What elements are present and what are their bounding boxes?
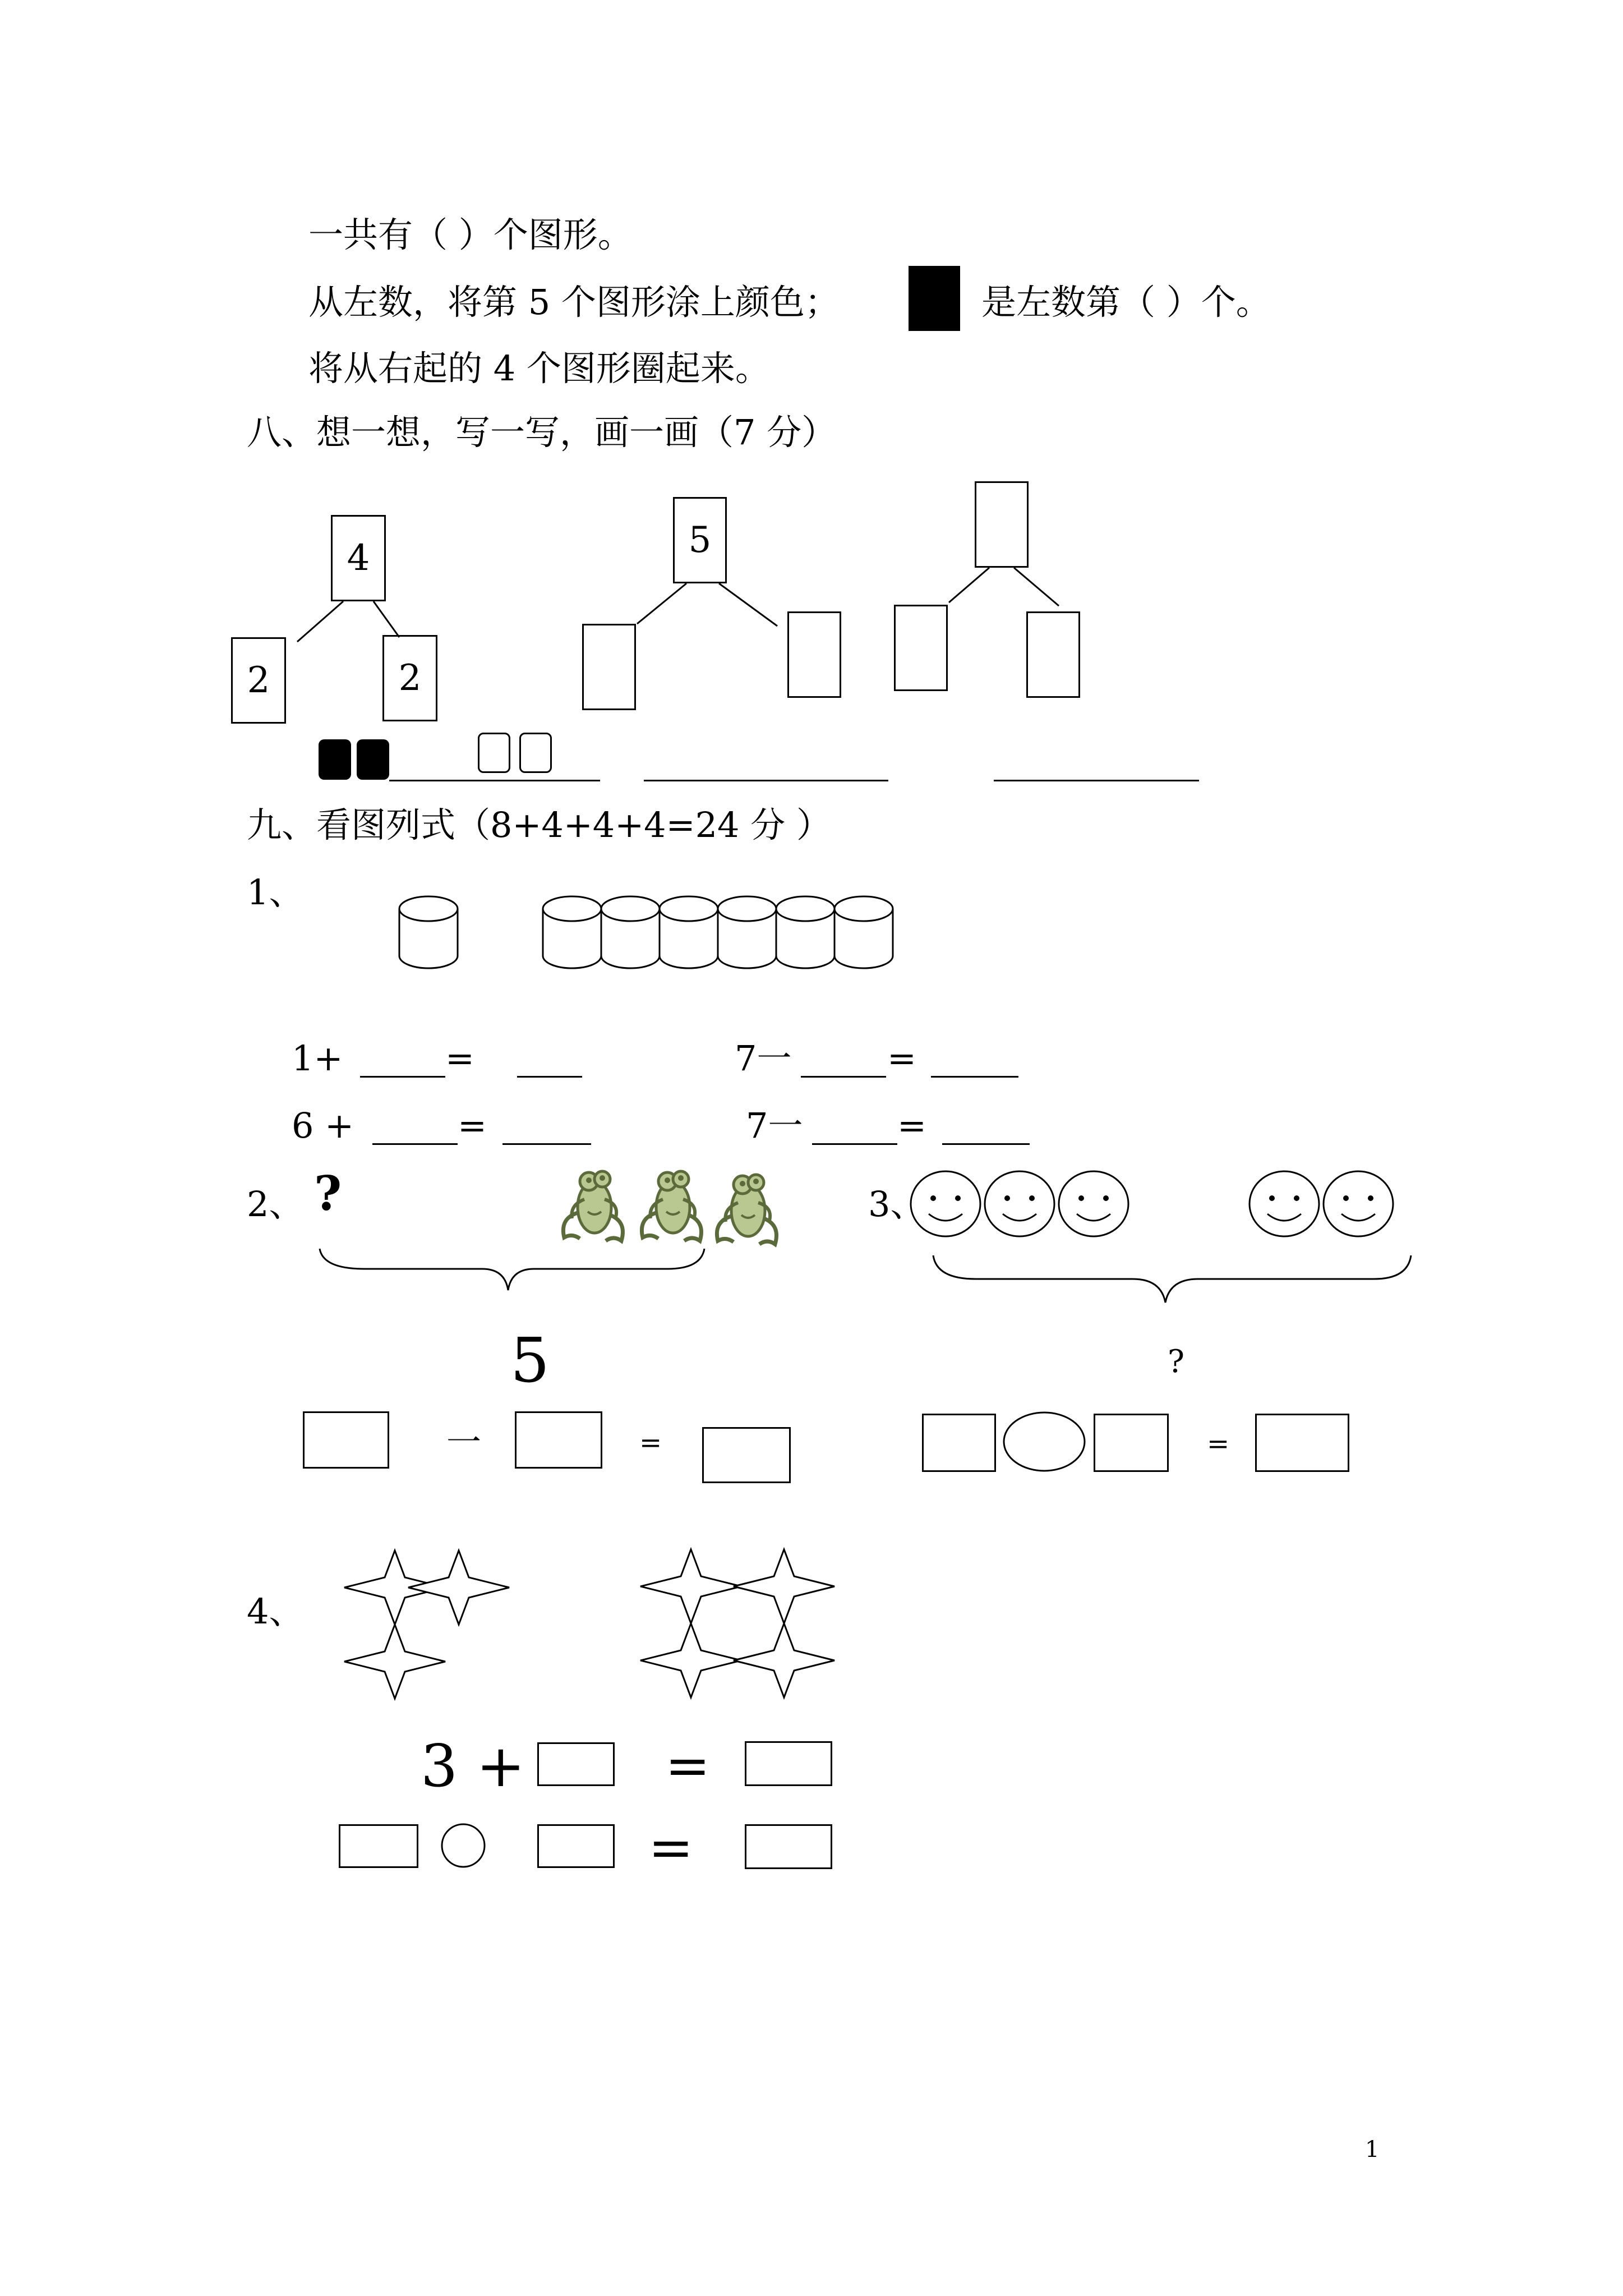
q2-question-mark: ? (314, 1166, 342, 1221)
smiley-face-icon (1249, 1171, 1319, 1236)
page-number: 1 (1365, 2137, 1380, 2162)
q4-eq1-box-1 (537, 1742, 615, 1786)
q1-eq4-start: 7一 (746, 1105, 803, 1146)
q4-eq1-equals: = (665, 1734, 711, 1797)
four-point-star-icon (640, 1549, 741, 1623)
section-8-heading: 八、想一想，写一写，画一画（7 分） (247, 412, 837, 453)
q3-answer-box-2 (1094, 1414, 1169, 1472)
q4-eq1-start: 3 + (421, 1732, 525, 1800)
four-point-star-icon (734, 1549, 834, 1623)
q4-eq1-box-2 (745, 1741, 832, 1786)
q1-eq1-equals: = (445, 1038, 474, 1079)
q1-eq3-start: 6 + (292, 1105, 354, 1146)
count-shapes-line: 一共有（ ）个图形。 (308, 214, 633, 255)
q3-label: 3、 (868, 1184, 925, 1225)
q1-eq2-equals: = (887, 1038, 916, 1079)
q2-brace (320, 1249, 704, 1290)
color-fifth-line: 从左数，将第 5 个图形涂上颜色； (308, 282, 840, 323)
frog-icon (717, 1175, 776, 1244)
tree1-top-box: 4 (331, 515, 386, 601)
q2-answer-box-2 (515, 1411, 602, 1469)
q2-label: 2、 (247, 1184, 304, 1225)
q2-answer-box-1 (303, 1411, 389, 1469)
q2-equals-sign: = (639, 1427, 662, 1458)
q1-eq1-start: 1+ (292, 1038, 343, 1079)
four-point-star-icon (344, 1625, 445, 1699)
q2-answer-box-3 (702, 1427, 791, 1483)
left-count-position-line: 是左数第（ ）个。 (981, 282, 1271, 323)
q2-minus-sign: 一 (446, 1421, 482, 1462)
q1-eq2-start: 7一 (735, 1038, 792, 1079)
q2-total-number: 5 (510, 1324, 550, 1396)
q3-equals-sign: = (1207, 1428, 1230, 1460)
frog-icon (642, 1171, 701, 1241)
q4-eq2-box-2 (537, 1824, 615, 1868)
circle-right-four-line: 将从右起的 4 个图形圈起来。 (308, 348, 770, 389)
tree2-top-box: 5 (673, 497, 727, 583)
q4-operator-circle (442, 1824, 485, 1867)
q3-operator-circle (1004, 1412, 1085, 1471)
four-point-star-icon (734, 1623, 834, 1697)
q4-eq2-equals: = (648, 1816, 694, 1879)
smiley-face-icon (1324, 1171, 1393, 1236)
q3-question-mark: ? (1168, 1343, 1185, 1380)
smiley-face-icon (1059, 1171, 1128, 1236)
tree1-left-box: 2 (231, 637, 286, 724)
four-point-star-icon (640, 1623, 741, 1697)
q1-label: 1、 (247, 872, 304, 913)
q3-answer-box-3 (1255, 1414, 1349, 1472)
q4-eq2-box-3 (745, 1824, 832, 1869)
section-9-heading: 九、看图列式（8+4+4+4=24 分 ） (247, 804, 831, 845)
q4-eq2-box-1 (339, 1824, 418, 1868)
q1-eq4-equals: = (897, 1105, 926, 1146)
tree1-right-box: 2 (382, 635, 437, 721)
q1-eq3-equals: = (458, 1105, 487, 1146)
q4-label: 4、 (247, 1591, 304, 1632)
q3-brace (933, 1255, 1411, 1303)
four-point-star-icon (408, 1550, 509, 1625)
q3-answer-box-1 (922, 1414, 996, 1472)
smiley-face-icon (985, 1171, 1054, 1236)
frog-icon (563, 1171, 623, 1241)
